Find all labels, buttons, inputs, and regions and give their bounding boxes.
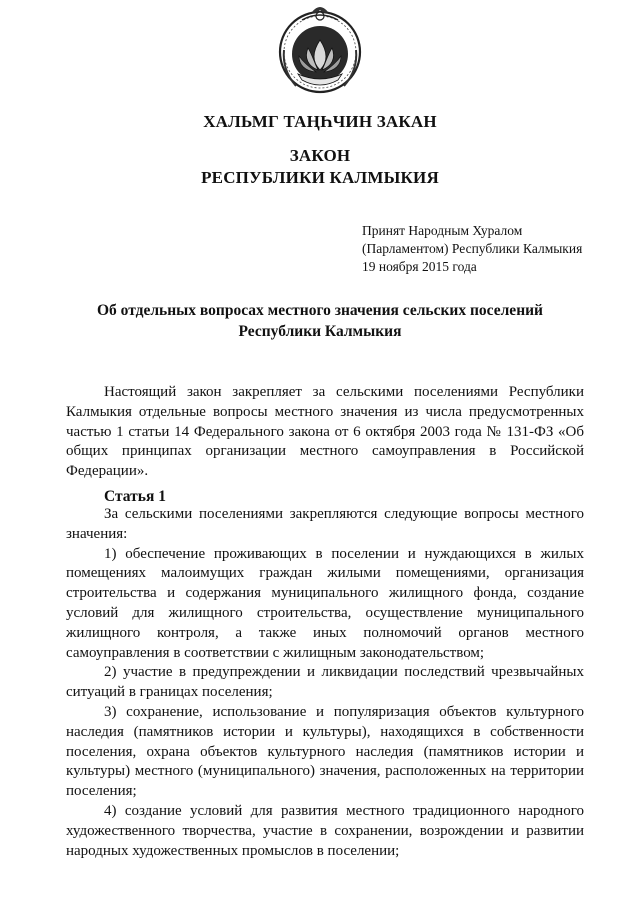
article-1-item-2: 2) участие в предупреждении и ликвидации последствий чрезвычайных ситуаций в границах поселения; (66, 664, 584, 701)
article-1-item-1: 1) обеспечение проживающих в поселении и нуждающихся в жилых помещениях малоимущих граждан жилыми помещениями, организация строительства и содержания муниципального жилищного фонда, создание условий для жилищного строительства, осуществление муниципального жилищного контроля, а также иных полномочий органов местного самоуправления в соответствии с жилищным законодательством; (66, 545, 584, 661)
law-title-line-1: Об отдельных вопросах местного значения сельских поселений (97, 302, 543, 319)
kalmyk-title: ХАЛЬМГ ТАҢҺЧИН ЗАКАН (203, 112, 437, 131)
adoption-note (362, 222, 582, 276)
article-1-heading: Статья 1 (104, 488, 166, 505)
law-heading: ЗАКОН (289, 146, 351, 165)
republic-heading: РЕСПУБЛИКИ КАЛМЫКИЯ (201, 168, 439, 187)
preamble (66, 383, 584, 482)
article-1-item-3: 3) сохранение, использование и популяризация объектов культурного наследия (памятников истории и культуры), находящихся в собственности поселения, охрана объектов культурного наследия (памятников истории и культуры) местного (муниципального) значения, расположенных на территории поселения; (66, 703, 584, 800)
coat-of-arms-of-kalmykia-icon (272, 0, 368, 98)
law-title-line-2: Республики Калмыкия (238, 323, 402, 340)
article-1-item-4: 4) создание условий для развития местного традиционного народного художественного творчества, участие в сохранении, возрождении и развитии народных художественных промыслов в поселении; (66, 802, 584, 859)
adoption-line-1: Принят Народным Хуралом (362, 223, 523, 238)
adoption-date: 19 ноября 2015 года (362, 259, 477, 274)
law-title (70, 300, 570, 342)
article-1-body (66, 505, 584, 861)
preamble-paragraph: Настоящий закон закрепляет за сельскими поселениями Республики Калмыкия отдельные вопросы местного значения из числа предусмотренных частью 1 статьи 14 Федерального закона от 6 октября 2003 года № 131-ФЗ «Об общих принципах организации местного самоуправления в Российской Федерации». (66, 384, 584, 480)
adoption-line-2: (Парламентом) Республики Калмыкия (362, 241, 583, 256)
article-1-lead: За сельскими поселениями закрепляются следующие вопросы местного значения: (66, 506, 584, 542)
